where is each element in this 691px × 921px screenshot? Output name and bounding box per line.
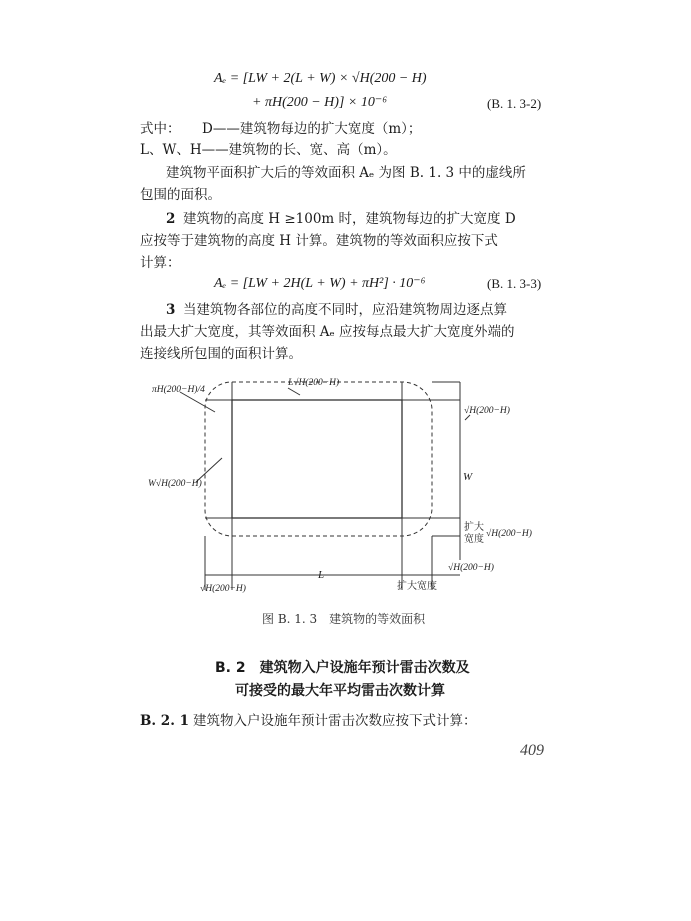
- formula-1-line-1: Aₑ = [LW + 2(L + W) × √H(200 − H): [214, 71, 427, 86]
- item-2-number: 2: [166, 211, 176, 227]
- item-2-line-2: 应按等于建筑物的高度 H 计算。建筑物的等效面积应按下式: [140, 233, 498, 249]
- item-2-line-1: 建筑物的高度 H ≥100m 时，建筑物每边的扩大宽度 D: [183, 211, 516, 227]
- paragraph-1-line-1: 建筑物平面积扩大后的等效面积 Aₑ 为图 B. 1. 3 中的虚线所: [166, 165, 526, 181]
- label-w: W: [463, 471, 473, 483]
- item-3-line-1: 当建筑物各部位的高度不同时，应沿建筑物周边逐点算: [183, 302, 507, 318]
- where-label: 式中：: [140, 121, 181, 137]
- clause-b21-text: 建筑物入户设施年预计雷击次数应按下式计算：: [193, 713, 477, 729]
- clause-b21-number: B. 2. 1: [140, 713, 189, 729]
- label-expand-2: 宽度: [464, 534, 484, 545]
- definition-d: D——建筑物每边的扩大宽度（m）；: [202, 121, 422, 137]
- label-bottom-left: √H(200−H): [200, 584, 246, 594]
- label-right-mid: √H(200−H): [486, 529, 532, 539]
- label-expand-1: 扩大: [464, 522, 484, 533]
- section-heading-line-2: 可接受的最大年平均雷击次数计算: [235, 683, 445, 699]
- label-l: L: [318, 569, 325, 581]
- section-heading-line-1: B. 2 建筑物入户设施年预计雷击次数及: [215, 660, 470, 676]
- formula-2: Aₑ = [LW + 2H(L + W) + πH²] · 10⁻⁶: [214, 276, 426, 291]
- definition-lwh: L、W、H——建筑物的长、宽、高（m）。: [140, 142, 397, 158]
- label-right-bottom: √H(200−H): [448, 563, 494, 573]
- label-left-strip: W√H(200−H): [148, 479, 202, 489]
- item-3-number: 3: [166, 302, 176, 318]
- page-number: 409: [520, 742, 544, 759]
- item-2-line-3: 计算：: [140, 255, 181, 271]
- label-corner-area: πH(200−H)/4: [152, 385, 205, 395]
- label-right-top: √H(200−H): [464, 406, 510, 416]
- building-outline: [232, 400, 402, 518]
- item-3-line-3: 连接线所包围的面积计算。: [140, 346, 302, 362]
- label-top-strip: L√H(200−H): [288, 378, 340, 388]
- equivalent-area-boundary: [205, 382, 432, 536]
- formula-1-line-2: + πH(200 − H)] × 10⁻⁶: [252, 95, 388, 110]
- formula-2-number: (B. 1. 3-3): [487, 276, 542, 291]
- formula-1-number: (B. 1. 3-2): [487, 96, 542, 111]
- figure-caption: 图 B. 1. 3 建筑物的等效面积: [262, 612, 426, 626]
- label-expand-width: 扩大宽度: [397, 581, 437, 592]
- paragraph-1-line-2: 包围的面积。: [140, 187, 221, 203]
- item-3-line-2: 出最大扩大宽度，其等效面积 Aₑ 应按每点最大扩大宽度外端的: [140, 324, 515, 340]
